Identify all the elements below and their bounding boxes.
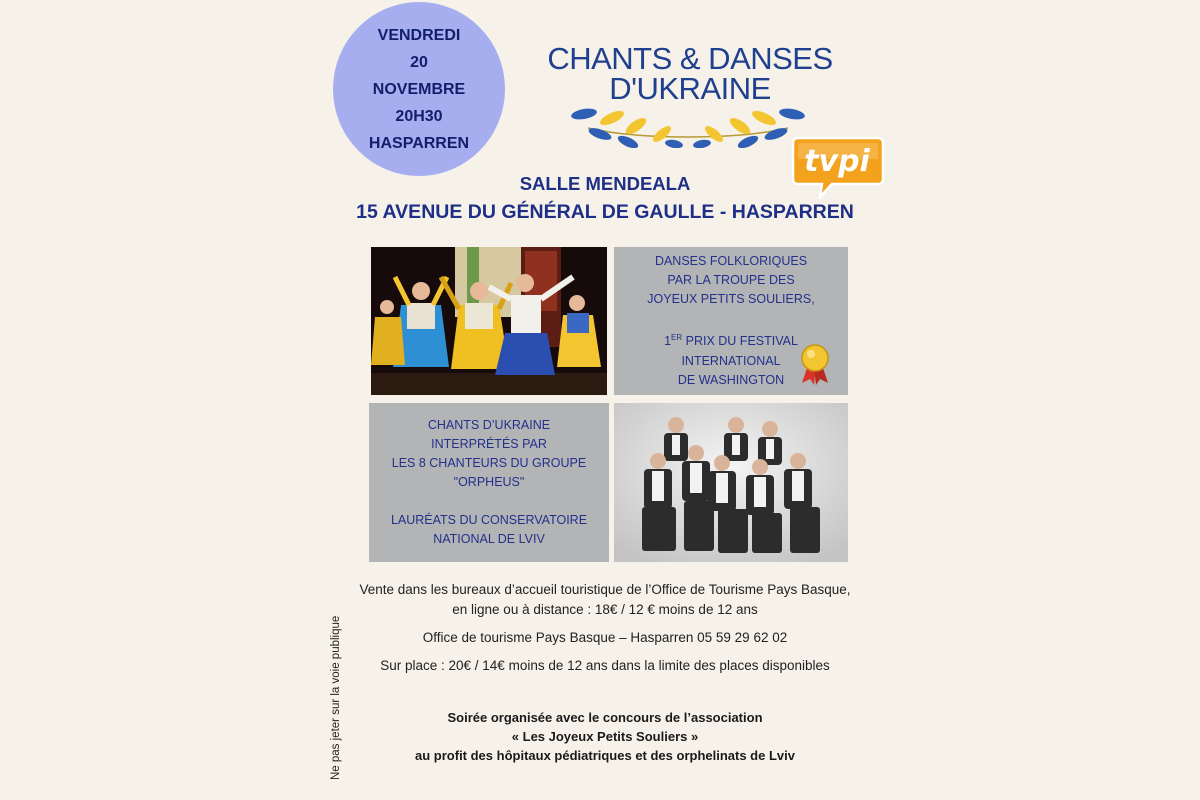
songs-line-5: LAURÉATS DU CONSERVATOIRE (390, 513, 588, 527)
organizer-line-1: Soirée organisée avec le concours de l’association (447, 710, 763, 725)
poster-title (545, 41, 835, 106)
dance-line-5: INTERNATIONAL (681, 353, 781, 368)
ticket-line-2: en ligne ou à distance : 18€ / 12 € moins de 12 ans (452, 602, 758, 617)
office-contact (320, 628, 890, 648)
venue-name: SALLE MENDEALA (519, 173, 691, 194)
dance-line-1: DANSES FOLKLORIQUES (654, 254, 808, 269)
title-line-1: CHANTS & DANSES (547, 41, 833, 76)
organizer-line-2: « Les Joyeux Petits Souliers » (511, 729, 699, 744)
songs-line-3: LES 8 CHANTEURS DU GROUPE (391, 456, 587, 470)
dance-prize-line (664, 328, 798, 351)
date-time: 20H30 (395, 107, 443, 125)
date-day-name: VENDREDI (377, 26, 461, 44)
songs-info-panel (369, 403, 609, 562)
songs-line-1: CHANTS D’UKRAINE (427, 418, 551, 432)
songs-line-2: INTERPRÉTÉS PAR (431, 437, 547, 451)
choir-photo (614, 403, 848, 562)
ticket-line-1: Vente dans les bureaux d’accueil touristique de l’Office de Tourisme Pays Basque, (359, 582, 851, 597)
songs-line-4: "ORPHEUS" (453, 475, 525, 489)
dance-line-3: JOYEUX PETITS SOULIERS, (647, 292, 815, 307)
venue-address: 15 AVENUE DU GÉNÉRAL DE GAULLE - HASPARREN (356, 201, 854, 223)
tvpi-logo-text: tvpi (804, 144, 870, 179)
laurel-ornament-icon (570, 104, 806, 148)
ticket-sales-info (320, 580, 890, 620)
organizer-info (320, 708, 890, 765)
dancers-photo (371, 247, 607, 395)
dance-line-2: PAR LA TROUPE DES (667, 273, 795, 288)
onsite-price-text: Sur place : 20€ / 14€ moins de 12 ans dans la limite des places disponibles (380, 658, 830, 673)
venue-block (300, 170, 910, 226)
songs-line-6: NATIONAL DE LVIV (433, 532, 545, 546)
dancers-photo-image (371, 247, 607, 395)
organizer-line-3: au profit des hôpitaux pédiatriques et des orphelinats de Lviv (415, 748, 795, 763)
office-contact-text: Office de tourisme Pays Basque – Hasparren 05 59 29 62 02 (422, 630, 788, 645)
prize-text: PRIX DU FESTIVAL (682, 334, 798, 349)
date-month: NOVEMBRE (372, 80, 466, 98)
prize-number: 1 (664, 334, 672, 349)
prize-superscript: ER (671, 333, 683, 343)
title-line-2: D'UKRAINE (609, 71, 771, 106)
onsite-price (320, 656, 890, 676)
date-town: HASPARREN (368, 134, 470, 152)
date-badge (333, 2, 505, 176)
litter-notice: Ne pas jeter sur la voie publique (330, 615, 342, 780)
date-day-number: 20 (410, 53, 428, 71)
choir-photo-image (614, 403, 848, 562)
gold-medal-icon (798, 343, 832, 385)
dance-line-6: DE WASHINGTON (677, 372, 785, 387)
